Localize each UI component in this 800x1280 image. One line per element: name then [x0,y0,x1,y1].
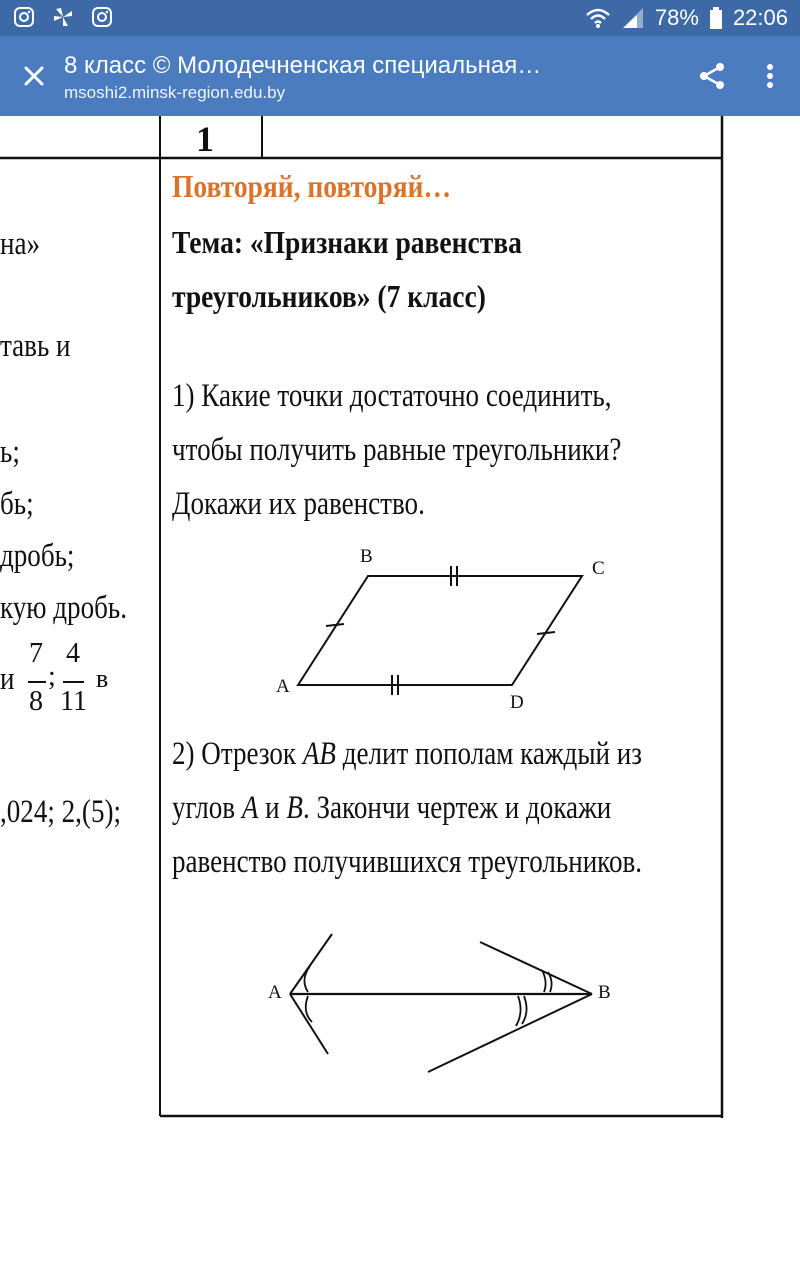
more-vert-icon [758,60,782,92]
task2-text: 2) Отрезок [172,736,303,772]
topic-line: Тема: «Признаки равенства [172,224,522,260]
instagram-icon [12,5,36,29]
task2-text: делит пополам каждый из [335,736,642,772]
left-fragment: кую дробь. [0,590,127,626]
battery-icon [709,6,723,30]
topic-line: треугольников» (7 класс) [172,278,486,314]
close-button[interactable] [18,60,50,92]
more-options-button[interactable] [758,60,782,92]
page-info [64,52,664,104]
task2-angle-name: B [286,790,303,826]
task1-line: Докажи их равенство. [172,486,425,522]
page-url: msoshi2.minsk-region.edu.by [64,83,286,102]
parallelogram-figure [262,540,622,720]
app-bar [0,36,800,116]
vertex-label: C [592,558,605,579]
task2-segment-name: AB [302,736,336,772]
vertex-label: B [598,982,611,1003]
fraction-denominator: 11 [60,686,87,717]
left-fragment: в [96,664,109,693]
vertex-label: D [510,692,524,713]
left-fragment: тавь и [0,328,71,364]
task1-line: чтобы получить равные треугольники? [172,432,622,468]
fraction-numerator: 7 [29,638,43,669]
task2-text: углов [172,790,242,826]
column-number: 1 [196,119,214,159]
signal-icon [621,7,645,29]
share-button[interactable] [696,60,728,92]
task2-line [172,790,611,827]
fraction-denominator: 8 [29,686,43,717]
clock: 22:06 [732,5,788,30]
task2-text: . Закончи чертеж и докажи [302,790,612,826]
close-icon [18,60,50,92]
battery-percentage: 78% [654,5,699,30]
left-fragment: на» [0,226,41,262]
left-fragment: дробь; [0,538,75,574]
document-view[interactable] [0,116,800,1280]
task1-line: 1) Какие точки достаточно соединить, [172,378,612,414]
vertex-label: A [276,676,290,697]
left-fragment: ь; [0,434,20,470]
pinwheel-icon [50,5,76,29]
fraction-separator: ; [48,661,56,692]
vertex-label: A [268,982,282,1003]
left-fragment: ,024; 2,(5); [0,794,122,830]
instagram-icon [90,5,114,29]
share-icon [696,60,728,92]
task2-text: и [258,790,287,826]
bisector-figure [262,926,622,1096]
left-fragment: бь; [0,486,34,522]
task2-line [172,736,642,773]
fraction-numerator: 4 [66,638,80,669]
task2-angle-name: A [241,790,259,826]
vertex-label: B [360,546,373,567]
page-title: 8 класс © Молодечненская специальная… [64,52,542,79]
status-bar [0,0,800,36]
left-fragment: и [0,661,15,697]
wifi-icon [585,7,611,29]
section-heading: Повторяй, повторяй… [172,168,451,204]
task2-line: равенство получившихся треугольников. [172,844,643,880]
